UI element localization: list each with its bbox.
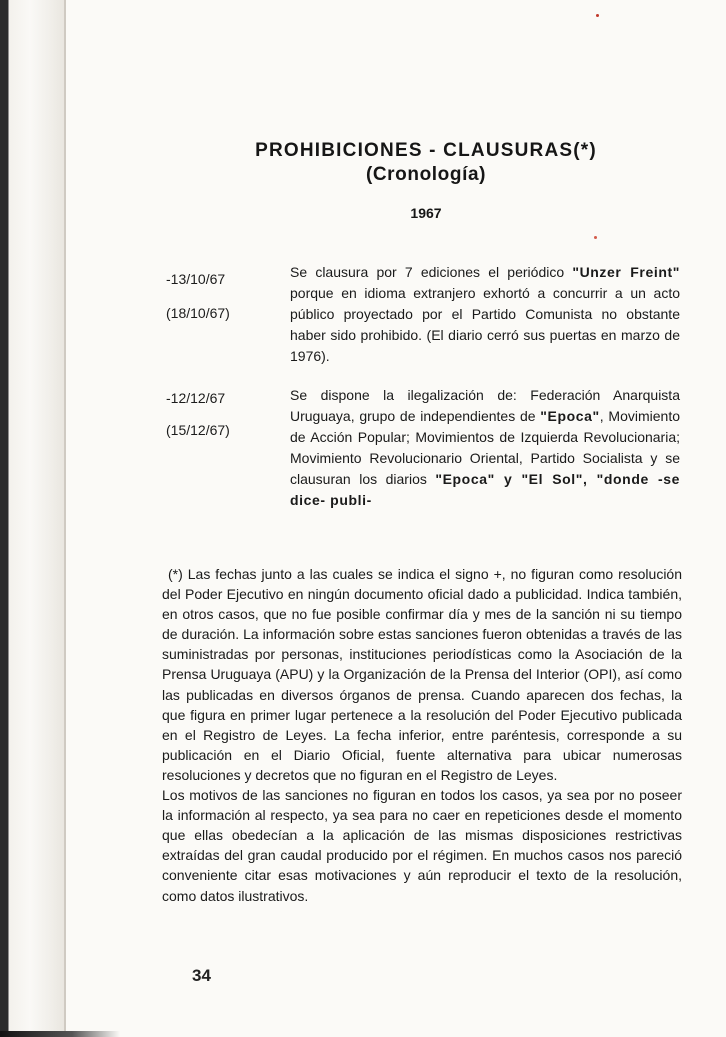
book-page-edge (0, 0, 66, 1037)
footnote (162, 564, 682, 906)
entry-highlight: "Epoca" (540, 408, 600, 424)
entry-text-part: Se dispone la ilegalización de: Federación Anarquista Uruguaya, grupo de independientes de (290, 387, 680, 424)
entry-text-part: Se clausura por 7 ediciones el periódico (290, 264, 573, 280)
entry-dates (166, 268, 276, 338)
footnote-paragraph: Los motivos de las sanciones no figuran en todos los casos, ya sea por no poseer la información al respecto, ya sea para no caer en repeticiones desde el momento que ellas obedecían a la aplicación de las mismas disposiciones restrictivas extraídas del gran caudal producido por el régimen. En muchos casos nos pareció conveniente citar esas motivaciones y aún reproducir el texto de la resolución, como datos ilustrativos. (162, 787, 682, 904)
document-page (66, 0, 726, 1037)
entry-dates (166, 387, 276, 455)
entry-text-part: porque en idioma extranjero exhortó a concurrir a un acto público proyectado por el Partido Comunista no obstante haber sido prohibido. (El diario cerró sus puertas en marzo de 1976). (290, 285, 680, 364)
entry-text (290, 262, 680, 367)
entry-text-part: , Movimiento de Acción Popular; Movimientos de Izquierda Revolucionaria; Movimiento Revolucionario Oriental, Partido Socialista y se clausuran los diarios (290, 408, 681, 487)
page-number: 34 (192, 966, 211, 985)
page-subtitle: (Cronología) (365, 164, 487, 185)
footnote-paragraph: (*) Las fechas junto a las cuales se indica el signo +, no figuran como resolución del Poder Ejecutivo en ningún documento oficial dado a publicidad. Indica también, en otros casos, que no fue posible confirmar día y mes de la sanción ni su tiempo de duración. La información sobre estas sanciones fueron obtenidas a través de las suministradas por personas, instituciones periodísticas como la Asociación de la Prensa Uruguaya (APU) y la Organización de la Prensa del Interior (OPI), así como las publicadas en diversos órganos de prensa. Cuando aparecen dos fechas, la que figura en primer lugar pertenece a la resolución del Poder Ejecutivo publicada en el Registro de Leyes. La fecha inferior, entre paréntesis, corresponde a su publicación en el Diario Oficial, fuente alternativa para ubicar numerosas resoluciones y decretos que no figuran en el Registro de Leyes. (162, 566, 682, 783)
print-speck (596, 14, 599, 17)
print-speck (594, 236, 597, 239)
publication-date: (18/10/67) (166, 305, 230, 321)
entry-highlight: "Epoca" y "El Sol", "donde -se dice- publi- (290, 471, 680, 508)
year-heading: 1967 (410, 205, 442, 221)
publication-date: (15/12/67) (166, 422, 230, 438)
resolution-date: -12/12/67 (166, 390, 226, 406)
entry-text (290, 385, 680, 511)
page-title: PROHIBICIONES - CLAUSURAS(*) (255, 140, 597, 161)
entry-highlight: "Unzer Freint" (572, 264, 680, 280)
resolution-date: -13/10/67 (166, 271, 226, 287)
